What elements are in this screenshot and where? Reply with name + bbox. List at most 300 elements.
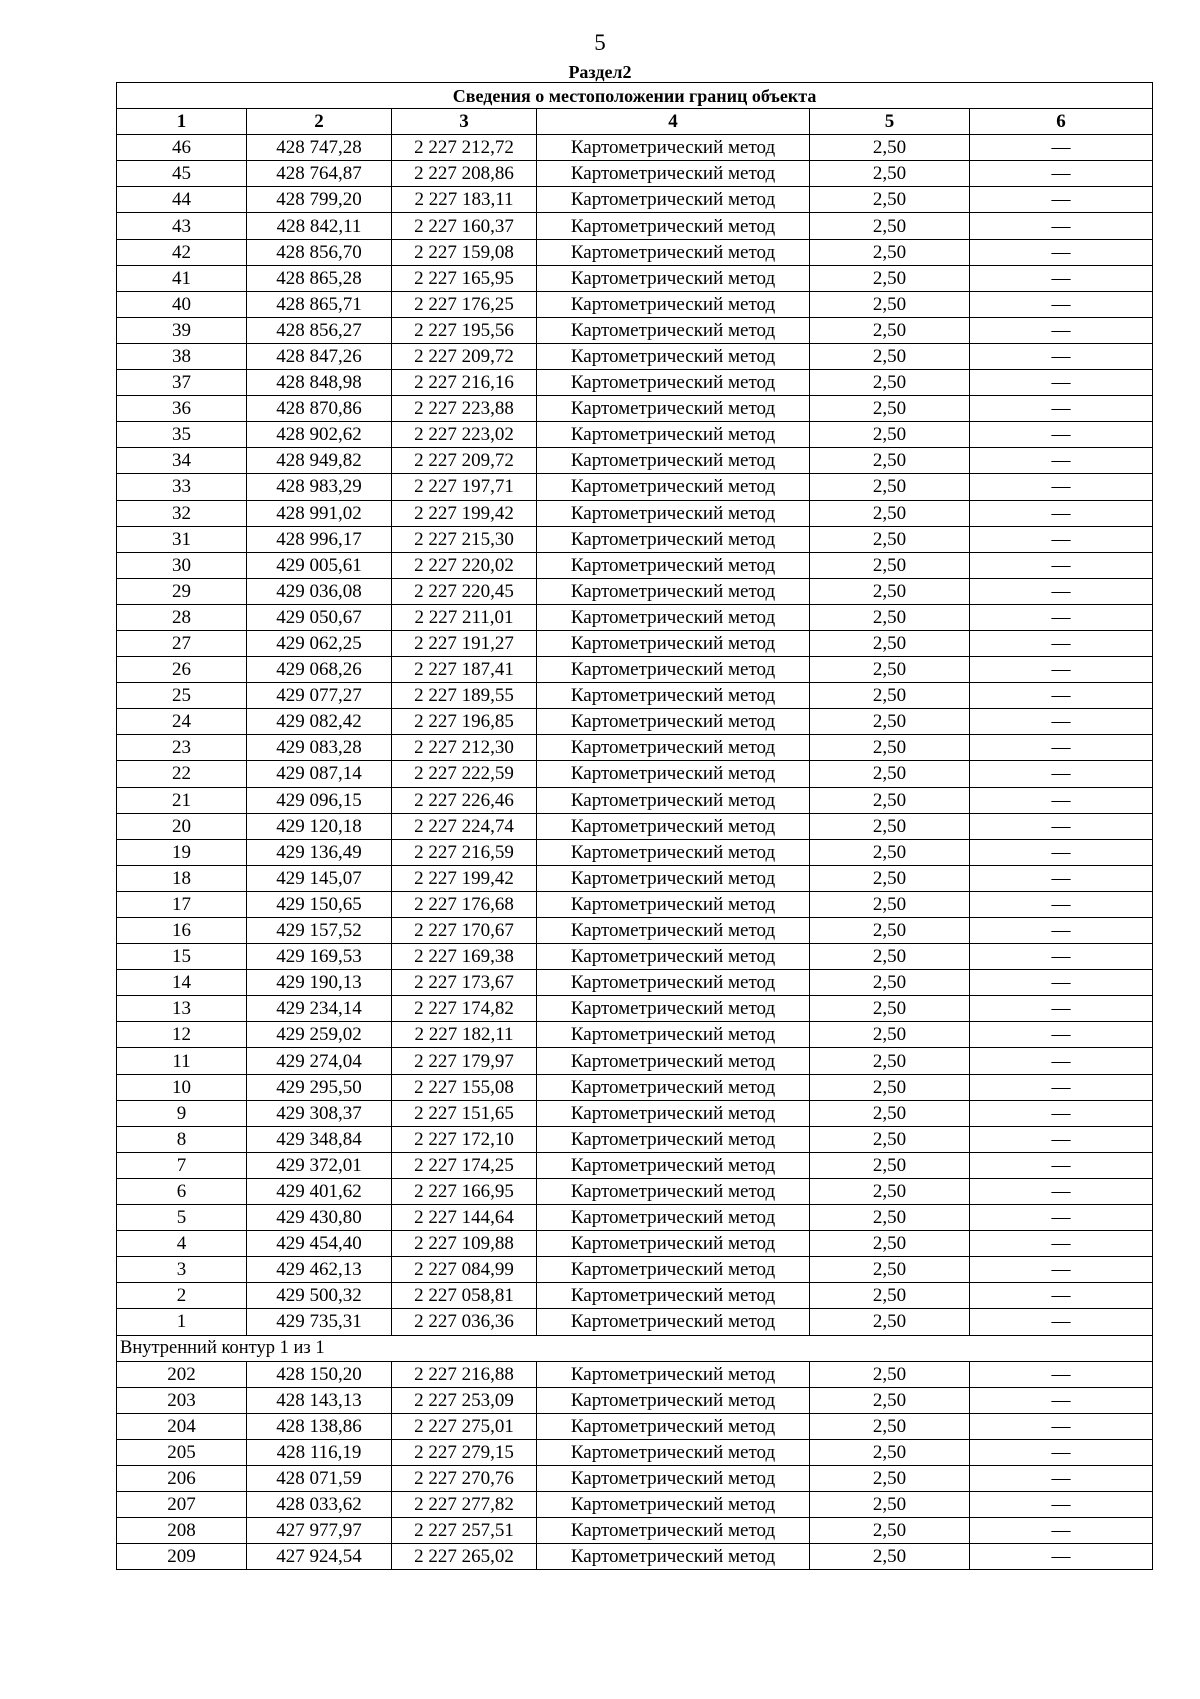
method-cell: Картометрический метод [537,813,810,839]
point-number-cell: 9 [117,1100,247,1126]
y-coordinate-cell: 2 227 174,25 [392,1152,537,1178]
table-row [117,996,1153,1022]
point-number-cell: 25 [117,683,247,709]
x-coordinate-cell: 428 764,87 [247,161,392,187]
table-row [117,161,1153,187]
accuracy-cell: 2,50 [810,1439,970,1465]
method-cell: Картометрический метод [537,1413,810,1439]
description-cell: — [970,1518,1153,1544]
y-coordinate-cell: 2 227 160,37 [392,213,537,239]
method-cell: Картометрический метод [537,865,810,891]
table-row [117,343,1153,369]
accuracy-cell: 2,50 [810,1152,970,1178]
description-cell: — [970,396,1153,422]
table-row [117,448,1153,474]
method-cell: Картометрический метод [537,1178,810,1204]
x-coordinate-cell: 429 077,27 [247,683,392,709]
x-coordinate-cell: 429 120,18 [247,813,392,839]
point-number-cell: 202 [117,1361,247,1387]
description-cell: — [970,787,1153,813]
y-coordinate-cell: 2 227 224,74 [392,813,537,839]
description-cell: — [970,761,1153,787]
y-coordinate-cell: 2 227 172,10 [392,1126,537,1152]
point-number-cell: 37 [117,370,247,396]
y-coordinate-cell: 2 227 058,81 [392,1283,537,1309]
y-coordinate-cell: 2 227 159,08 [392,239,537,265]
y-coordinate-cell: 2 227 173,67 [392,970,537,996]
point-number-cell: 14 [117,970,247,996]
accuracy-cell: 2,50 [810,996,970,1022]
y-coordinate-cell: 2 227 176,68 [392,891,537,917]
accuracy-cell: 2,50 [810,1022,970,1048]
y-coordinate-cell: 2 227 195,56 [392,317,537,343]
point-number-cell: 4 [117,1231,247,1257]
description-cell: — [970,630,1153,656]
accuracy-cell: 2,50 [810,1178,970,1204]
accuracy-cell: 2,50 [810,448,970,474]
x-coordinate-cell: 429 068,26 [247,657,392,683]
y-coordinate-cell: 2 227 176,25 [392,291,537,317]
y-coordinate-cell: 2 227 275,01 [392,1413,537,1439]
y-coordinate-cell: 2 227 170,67 [392,918,537,944]
point-number-cell: 18 [117,865,247,891]
table-row [117,578,1153,604]
description-cell: — [970,813,1153,839]
x-coordinate-cell: 428 799,20 [247,187,392,213]
description-cell: — [970,265,1153,291]
method-cell: Картометрический метод [537,1492,810,1518]
table-row [117,604,1153,630]
y-coordinate-cell: 2 227 191,27 [392,630,537,656]
table-row [117,709,1153,735]
method-cell: Картометрический метод [537,396,810,422]
description-cell: — [970,213,1153,239]
description-cell: — [970,1074,1153,1100]
table-row [117,1283,1153,1309]
table-row [117,1231,1153,1257]
description-cell: — [970,161,1153,187]
accuracy-cell: 2,50 [810,1413,970,1439]
x-coordinate-cell: 429 259,02 [247,1022,392,1048]
method-cell: Картометрический метод [537,161,810,187]
method-cell: Картометрический метод [537,1544,810,1570]
accuracy-cell: 2,50 [810,630,970,656]
x-coordinate-cell: 429 083,28 [247,735,392,761]
x-coordinate-cell: 429 274,04 [247,1048,392,1074]
x-coordinate-cell: 428 071,59 [247,1465,392,1491]
accuracy-cell: 2,50 [810,1361,970,1387]
description-cell: — [970,996,1153,1022]
x-coordinate-cell: 428 842,11 [247,213,392,239]
table-row [117,187,1153,213]
method-cell: Картометрический метод [537,526,810,552]
table-row [117,474,1153,500]
accuracy-cell: 2,50 [810,865,970,891]
accuracy-cell: 2,50 [810,1544,970,1570]
x-coordinate-cell: 428 856,70 [247,239,392,265]
method-cell: Картометрический метод [537,317,810,343]
method-cell: Картометрический метод [537,213,810,239]
point-number-cell: 21 [117,787,247,813]
accuracy-cell: 2,50 [810,1518,970,1544]
column-header: 1 [117,109,247,135]
x-coordinate-cell: 429 082,42 [247,709,392,735]
point-number-cell: 2 [117,1283,247,1309]
method-cell: Картометрический метод [537,239,810,265]
accuracy-cell: 2,50 [810,370,970,396]
table-row [117,735,1153,761]
point-number-cell: 5 [117,1205,247,1231]
column-header: 5 [810,109,970,135]
method-cell: Картометрический метод [537,578,810,604]
point-number-cell: 27 [117,630,247,656]
x-coordinate-cell: 429 430,80 [247,1205,392,1231]
table-row [117,1152,1153,1178]
y-coordinate-cell: 2 227 216,16 [392,370,537,396]
x-coordinate-cell: 429 348,84 [247,1126,392,1152]
accuracy-cell: 2,50 [810,683,970,709]
description-cell: — [970,552,1153,578]
x-coordinate-cell: 428 747,28 [247,135,392,161]
description-cell: — [970,500,1153,526]
point-number-cell: 30 [117,552,247,578]
table-row [117,1257,1153,1283]
y-coordinate-cell: 2 227 199,42 [392,865,537,891]
description-cell: — [970,865,1153,891]
point-number-cell: 7 [117,1152,247,1178]
accuracy-cell: 2,50 [810,1048,970,1074]
table-row [117,317,1153,343]
table-row [117,761,1153,787]
point-number-cell: 209 [117,1544,247,1570]
accuracy-cell: 2,50 [810,1205,970,1231]
x-coordinate-cell: 429 169,53 [247,944,392,970]
method-cell: Картометрический метод [537,552,810,578]
x-coordinate-cell: 428 983,29 [247,474,392,500]
method-cell: Картометрический метод [537,1439,810,1465]
description-cell: — [970,239,1153,265]
point-number-cell: 23 [117,735,247,761]
x-coordinate-cell: 429 096,15 [247,787,392,813]
description-cell: — [970,1126,1153,1152]
accuracy-cell: 2,50 [810,1309,970,1335]
point-number-cell: 205 [117,1439,247,1465]
accuracy-cell: 2,50 [810,526,970,552]
method-cell: Картометрический метод [537,944,810,970]
x-coordinate-cell: 428 116,19 [247,1439,392,1465]
table-row [117,135,1153,161]
y-coordinate-cell: 2 227 223,88 [392,396,537,422]
method-cell: Картометрический метод [537,448,810,474]
contour-label: Внутренний контур 1 из 1 [117,1335,1153,1361]
x-coordinate-cell: 427 924,54 [247,1544,392,1570]
description-cell: — [970,474,1153,500]
point-number-cell: 207 [117,1492,247,1518]
point-number-cell: 19 [117,839,247,865]
point-number-cell: 12 [117,1022,247,1048]
method-cell: Картометрический метод [537,970,810,996]
description-cell: — [970,343,1153,369]
x-coordinate-cell: 429 500,32 [247,1283,392,1309]
table-row [117,1413,1153,1439]
description-cell: — [970,1309,1153,1335]
point-number-cell: 28 [117,604,247,630]
description-cell: — [970,839,1153,865]
method-cell: Картометрический метод [537,1518,810,1544]
y-coordinate-cell: 2 227 220,45 [392,578,537,604]
point-number-cell: 29 [117,578,247,604]
x-coordinate-cell: 428 870,86 [247,396,392,422]
description-cell: — [970,735,1153,761]
description-cell: — [970,1544,1153,1570]
point-number-cell: 24 [117,709,247,735]
x-coordinate-cell: 428 033,62 [247,1492,392,1518]
method-cell: Картометрический метод [537,265,810,291]
description-cell: — [970,1178,1153,1204]
description-cell: — [970,683,1153,709]
method-cell: Картометрический метод [537,1361,810,1387]
accuracy-cell: 2,50 [810,474,970,500]
y-coordinate-cell: 2 227 144,64 [392,1205,537,1231]
method-cell: Картометрический метод [537,1205,810,1231]
x-coordinate-cell: 429 190,13 [247,970,392,996]
point-number-cell: 6 [117,1178,247,1204]
point-number-cell: 36 [117,396,247,422]
accuracy-cell: 2,50 [810,161,970,187]
table-row [117,918,1153,944]
description-cell: — [970,1465,1153,1491]
method-cell: Картометрический метод [537,1074,810,1100]
table-row [117,1205,1153,1231]
point-number-cell: 38 [117,343,247,369]
point-number-cell: 20 [117,813,247,839]
y-coordinate-cell: 2 227 084,99 [392,1257,537,1283]
table-row [117,891,1153,917]
description-cell: — [970,944,1153,970]
point-number-cell: 17 [117,891,247,917]
y-coordinate-cell: 2 227 208,86 [392,161,537,187]
table-row [117,865,1153,891]
y-coordinate-cell: 2 227 197,71 [392,474,537,500]
table-row [117,291,1153,317]
table-row [117,1178,1153,1204]
method-cell: Картометрический метод [537,1152,810,1178]
accuracy-cell: 2,50 [810,239,970,265]
x-coordinate-cell: 429 308,37 [247,1100,392,1126]
accuracy-cell: 2,50 [810,891,970,917]
y-coordinate-cell: 2 227 279,15 [392,1439,537,1465]
method-cell: Картометрический метод [537,787,810,813]
point-number-cell: 15 [117,944,247,970]
table-row [117,1544,1153,1570]
method-cell: Картометрический метод [537,761,810,787]
accuracy-cell: 2,50 [810,709,970,735]
accuracy-cell: 2,50 [810,944,970,970]
accuracy-cell: 2,50 [810,422,970,448]
x-coordinate-cell: 428 143,13 [247,1387,392,1413]
table-row [117,213,1153,239]
table-row [117,683,1153,709]
accuracy-cell: 2,50 [810,1492,970,1518]
table-row [117,1492,1153,1518]
x-coordinate-cell: 429 462,13 [247,1257,392,1283]
description-cell: — [970,1387,1153,1413]
y-coordinate-cell: 2 227 212,30 [392,735,537,761]
accuracy-cell: 2,50 [810,1126,970,1152]
method-cell: Картометрический метод [537,735,810,761]
table-row [117,552,1153,578]
method-cell: Картометрический метод [537,657,810,683]
y-coordinate-cell: 2 227 209,72 [392,343,537,369]
x-coordinate-cell: 429 005,61 [247,552,392,578]
point-number-cell: 203 [117,1387,247,1413]
x-coordinate-cell: 428 996,17 [247,526,392,552]
accuracy-cell: 2,50 [810,1231,970,1257]
description-cell: — [970,1361,1153,1387]
accuracy-cell: 2,50 [810,1387,970,1413]
point-number-cell: 3 [117,1257,247,1283]
contour-row [117,1335,1153,1361]
accuracy-cell: 2,50 [810,265,970,291]
table-row [117,396,1153,422]
y-coordinate-cell: 2 227 216,59 [392,839,537,865]
y-coordinate-cell: 2 227 036,36 [392,1309,537,1335]
table-row [117,1022,1153,1048]
method-cell: Картометрический метод [537,709,810,735]
table-row [117,1361,1153,1387]
x-coordinate-cell: 429 136,49 [247,839,392,865]
description-cell: — [970,1100,1153,1126]
accuracy-cell: 2,50 [810,918,970,944]
accuracy-cell: 2,50 [810,552,970,578]
y-coordinate-cell: 2 227 220,02 [392,552,537,578]
table-row [117,1518,1153,1544]
y-coordinate-cell: 2 227 222,59 [392,761,537,787]
table-row [117,657,1153,683]
description-cell: — [970,1231,1153,1257]
point-number-cell: 41 [117,265,247,291]
y-coordinate-cell: 2 227 215,30 [392,526,537,552]
method-cell: Картометрический метод [537,1465,810,1491]
accuracy-cell: 2,50 [810,657,970,683]
point-number-cell: 31 [117,526,247,552]
accuracy-cell: 2,50 [810,291,970,317]
description-cell: — [970,317,1153,343]
x-coordinate-cell: 429 735,31 [247,1309,392,1335]
accuracy-cell: 2,50 [810,343,970,369]
point-number-cell: 206 [117,1465,247,1491]
y-coordinate-cell: 2 227 182,11 [392,1022,537,1048]
column-header: 4 [537,109,810,135]
method-cell: Картометрический метод [537,370,810,396]
y-coordinate-cell: 2 227 199,42 [392,500,537,526]
section-title: Раздел2 [568,62,632,82]
column-header-row [117,109,1153,135]
description-cell: — [970,291,1153,317]
accuracy-cell: 2,50 [810,135,970,161]
y-coordinate-cell: 2 227 270,76 [392,1465,537,1491]
column-header: 3 [392,109,537,135]
x-coordinate-cell: 429 454,40 [247,1231,392,1257]
table-caption-row [117,83,1153,109]
x-coordinate-cell: 429 157,52 [247,918,392,944]
y-coordinate-cell: 2 227 155,08 [392,1074,537,1100]
y-coordinate-cell: 2 227 223,02 [392,422,537,448]
y-coordinate-cell: 2 227 211,01 [392,604,537,630]
y-coordinate-cell: 2 227 253,09 [392,1387,537,1413]
page-number: 5 [594,30,606,55]
accuracy-cell: 2,50 [810,317,970,343]
table-row [117,500,1153,526]
description-cell: — [970,657,1153,683]
x-coordinate-cell: 428 847,26 [247,343,392,369]
y-coordinate-cell: 2 227 196,85 [392,709,537,735]
method-cell: Картометрический метод [537,1309,810,1335]
y-coordinate-cell: 2 227 166,95 [392,1178,537,1204]
x-coordinate-cell: 428 138,86 [247,1413,392,1439]
accuracy-cell: 2,50 [810,1074,970,1100]
x-coordinate-cell: 429 150,65 [247,891,392,917]
x-coordinate-cell: 429 036,08 [247,578,392,604]
table-row [117,1309,1153,1335]
method-cell: Картометрический метод [537,996,810,1022]
y-coordinate-cell: 2 227 179,97 [392,1048,537,1074]
accuracy-cell: 2,50 [810,187,970,213]
accuracy-cell: 2,50 [810,813,970,839]
x-coordinate-cell: 427 977,97 [247,1518,392,1544]
point-number-cell: 40 [117,291,247,317]
y-coordinate-cell: 2 227 165,95 [392,265,537,291]
point-number-cell: 46 [117,135,247,161]
table-row [117,1439,1153,1465]
method-cell: Картометрический метод [537,1257,810,1283]
method-cell: Картометрический метод [537,135,810,161]
table-row [117,1074,1153,1100]
y-coordinate-cell: 2 227 151,65 [392,1100,537,1126]
accuracy-cell: 2,50 [810,578,970,604]
table-row [117,422,1153,448]
y-coordinate-cell: 2 227 212,72 [392,135,537,161]
point-number-cell: 33 [117,474,247,500]
point-number-cell: 208 [117,1518,247,1544]
y-coordinate-cell: 2 227 216,88 [392,1361,537,1387]
description-cell: — [970,891,1153,917]
point-number-cell: 10 [117,1074,247,1100]
description-cell: — [970,422,1153,448]
point-number-cell: 26 [117,657,247,683]
table-row [117,1387,1153,1413]
description-cell: — [970,1439,1153,1465]
accuracy-cell: 2,50 [810,839,970,865]
y-coordinate-cell: 2 227 169,38 [392,944,537,970]
x-coordinate-cell: 429 372,01 [247,1152,392,1178]
boundary-coordinates-table [116,82,1153,1570]
accuracy-cell: 2,50 [810,1257,970,1283]
description-cell: — [970,1022,1153,1048]
description-cell: — [970,1257,1153,1283]
description-cell: — [970,526,1153,552]
x-coordinate-cell: 428 949,82 [247,448,392,474]
method-cell: Картометрический метод [537,474,810,500]
y-coordinate-cell: 2 227 257,51 [392,1518,537,1544]
description-cell: — [970,448,1153,474]
description-cell: — [970,135,1153,161]
column-header: 6 [970,109,1153,135]
y-coordinate-cell: 2 227 187,41 [392,657,537,683]
method-cell: Картометрический метод [537,187,810,213]
method-cell: Картометрический метод [537,1100,810,1126]
method-cell: Картометрический метод [537,918,810,944]
